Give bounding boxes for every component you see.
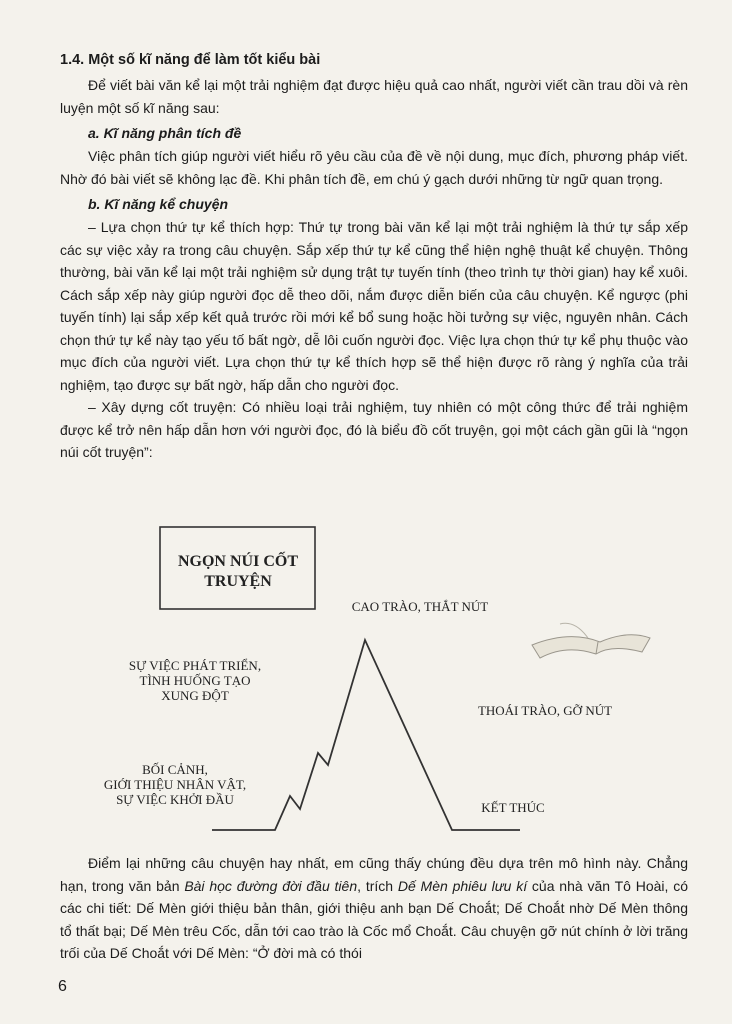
diagram-title	[163, 552, 313, 592]
label-ending: KẾT THÚC	[481, 800, 545, 815]
skill-a-paragraph: Việc phân tích giúp người viết hiểu rõ yêu cầu của đề về nội dung, mục đích, phương pháp viết. Nhờ đó bài viết sẽ không lạc đề. Khi phân tích đề, em chú ý gạch dưới những từ ngữ quan trọng.	[60, 148, 688, 187]
skill-a-heading: a. Kĩ năng phân tích đề	[88, 125, 242, 141]
skill-b-heading: b. Kĩ năng kể chuyện	[88, 196, 229, 212]
plot-mountain-diagram	[0, 520, 732, 850]
label-rising-action	[100, 658, 290, 703]
label-rising-line-1: SỰ VIỆC PHÁT TRIỂN,	[128, 658, 262, 673]
label-exposition	[80, 762, 270, 807]
closing-section	[60, 852, 688, 965]
book-title: Dế Mèn phiêu lưu kí	[397, 877, 528, 894]
label-rising-line-3: XUNG ĐỘT	[161, 688, 229, 703]
work-title: Bài học đường đời đầu tiên	[184, 877, 358, 894]
main-content	[60, 52, 688, 464]
skill-b-paragraph-1: – Lựa chọn thứ tự kể thích hợp: Thứ tự trong bài văn kể lại một trải nghiệm là thứ tự sắp xếp các sự việc xảy ra trong câu chuyện. Sắp xếp thứ tự kể cũng thể hiện nghệ thuật kể chuyện. Thông thường, bài văn kể lại một trải nghiệm sử dụng trật tự tuyến tính (theo trình tự thời gian) hay kể xuôi. Cách sắp xếp này giúp người đọc dễ theo dõi, nắm được diễn biến của câu chuyện. Kể ngược (phi tuyến tính) lại sắp xếp kết quả trước rồi mới kể bổ sung hoặc hồi tưởng sự việc, nguyên nhân. Cách chọn thứ tự kể này tạo yếu tố bất ngờ, dễ lôi cuốn người đọc. Việc lựa chọn thứ tự kể phụ thuộc vào mục đích của người viết. Lựa chọn thứ tự kể thích hợp sẽ thể hiện được rõ ràng ý nghĩa của trải nghiệm, tạo được sự bất ngờ, hấp dẫn cho người đọc.	[60, 219, 688, 393]
label-falling-action: THOÁI TRÀO, GỠ NÚT	[477, 703, 613, 718]
label-rising-line-2: TÌNH HUỐNG TẠO	[139, 673, 251, 688]
label-exposition-line-3: SỰ VIỆC KHỞI ĐẦU	[116, 792, 234, 807]
label-climax: CAO TRÀO, THẮT NÚT	[351, 599, 489, 614]
label-exposition-line-1: BỐI CẢNH,	[142, 762, 208, 777]
intro-paragraph: Để viết bài văn kể lại một trải nghiệm đạt được hiệu quả cao nhất, người viết cần trau dồi và rèn luyện một số kĩ năng sau:	[60, 77, 688, 116]
closing-text-end: của nhà văn Tô Hoài, có các chi tiết: Dế Mèn giới thiệu bản thân, giới thiệu anh bạn Dế Choắt; Dế Choắt nhờ Dế Mèn thông tổ thất bại; Dế Mèn trêu Cốc, dẫn tới cao trào là Cốc mổ Choắt. Câu chuyện gỡ nút chính ở lời trăng trối của Dế Choắt với Dế Mèn: “Ở đời mà có thói	[60, 877, 688, 961]
section-title: 1.4. Một số kĩ năng để làm tốt kiểu bài	[60, 52, 321, 68]
closing-text-mid: , trích	[357, 877, 398, 894]
page-number: 6	[58, 978, 67, 995]
closing-paragraph	[60, 852, 688, 965]
book-icon	[532, 623, 650, 658]
diagram-title-line-1: NGỌN NÚI CỐT	[177, 553, 298, 570]
closing-text-start: Điểm lại những câu chuyện hay nhất, em cũng thấy chúng đều dựa trên mô hình này. Chẳng hạn, trong văn bản	[60, 855, 688, 894]
label-exposition-line-2: GIỚI THIỆU NHÂN VẬT,	[103, 777, 247, 792]
skill-b-paragraph-2: – Xây dựng cốt truyện: Có nhiều loại trải nghiệm, tuy nhiên có một công thức để trải nghiệm được kể trở nên hấp dẫn hơn với người đọc, đó là biểu đồ cốt truyện, gọi một cách gần gũi là “ngọn núi cốt truyện”:	[60, 399, 688, 460]
diagram-title-line-2: TRUYỆN	[204, 573, 272, 590]
